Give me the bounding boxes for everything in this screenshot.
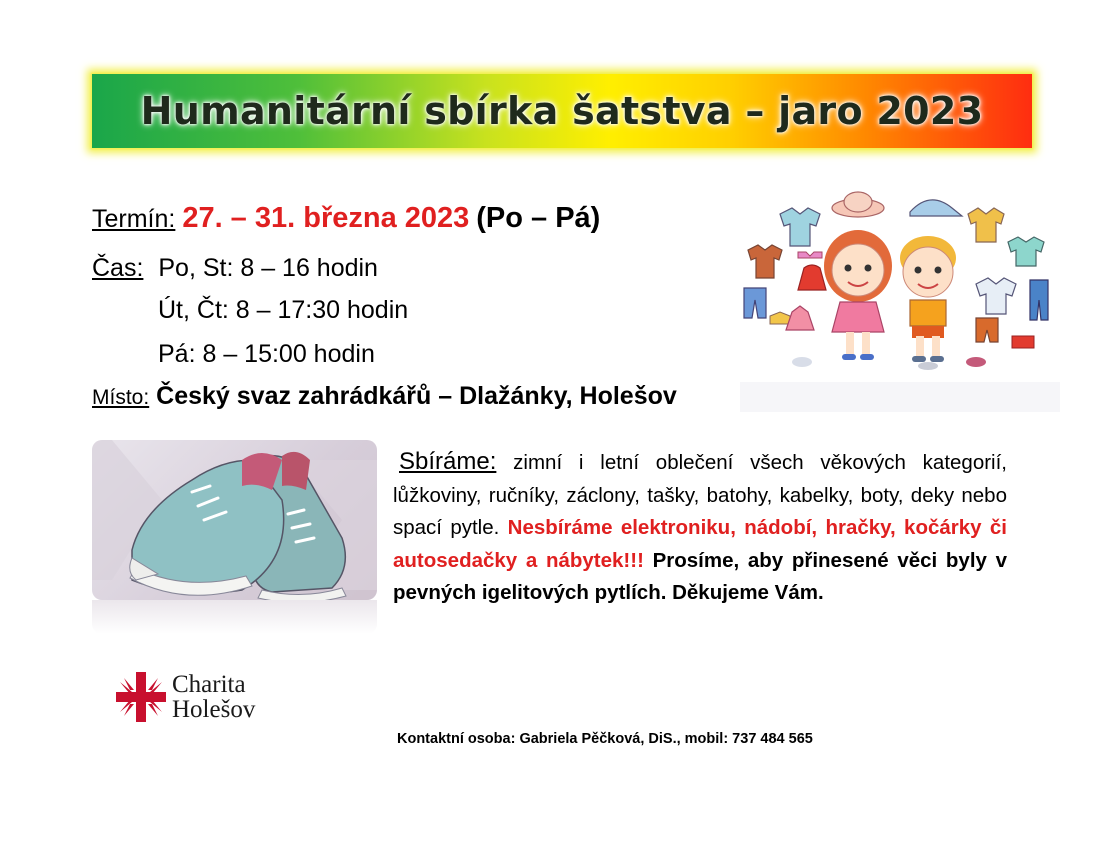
misto-row (92, 384, 677, 409)
sbirame-warning: Nesbíráme elektroniku, nádobí, hračky, kočárky či autosedačky a nábytek!!! (393, 516, 1007, 572)
misto-value: Český svaz zahrádkářů – Dlažánky, Holešov (156, 382, 677, 410)
charita-logo-text (172, 672, 255, 722)
termin-label: Termín: (92, 205, 176, 233)
sbirame-label: Sbíráme: (399, 448, 497, 475)
cas-row-2: Út, Čt: 8 – 17:30 hodin (158, 296, 409, 324)
termin-dates: 27. – 31. března 2023 (182, 202, 470, 234)
sneakers-reflection (92, 600, 377, 634)
clothes-icon (744, 192, 1048, 370)
termin-row (92, 204, 600, 233)
misto-label: Místo: (92, 386, 150, 409)
cas-row-1: Po, St: 8 – 16 hodin (158, 254, 378, 282)
cas-row-3: Pá: 8 – 15:00 hodin (158, 340, 375, 368)
collection-description (393, 446, 1007, 610)
charita-cross-icon (116, 672, 166, 722)
contact-info: Kontaktní osoba: Gabriela Pěčková, DiS., mobil: 737 484 565 (397, 731, 813, 747)
illustration-reflection (740, 382, 1060, 412)
charita-logo (116, 672, 276, 724)
sbirame-text: zimní i letní oblečení všech věkových kategorií, lůžkoviny, ručníky, záclony, tašky, batohy, kabelky, boty, deky nebo spací pytle. (393, 451, 1007, 539)
sneakers-photo (92, 440, 377, 600)
page-title: Humanitární sbírka šatstva – jaro 2023 (140, 89, 984, 133)
cas-row (92, 256, 378, 281)
title-banner (92, 74, 1032, 148)
sbirame-request: Prosíme, aby přinesené věci byly v pevných igelitových pytlích. Děkujeme Vám. (393, 548, 1008, 604)
logo-line-1: Charita (172, 671, 246, 698)
sneakers-icon (92, 440, 377, 600)
logo-line-2: Holešov (172, 696, 256, 723)
boy-icon (900, 236, 956, 362)
cas-label: Čas: (92, 254, 144, 282)
termin-days: (Po – Pá) (476, 202, 601, 234)
girl-icon (824, 230, 892, 360)
kids-clothes-illustration (740, 186, 1060, 418)
